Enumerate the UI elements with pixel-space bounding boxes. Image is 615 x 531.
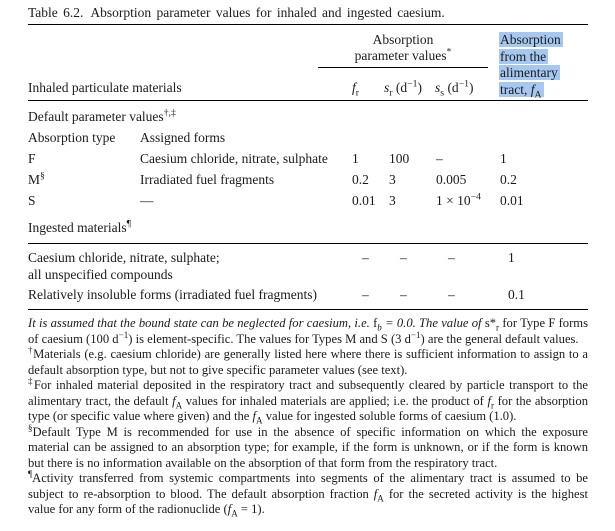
cell-fr: 1 bbox=[352, 151, 359, 166]
highlight-line: alimentary bbox=[500, 65, 558, 80]
cell-fa: 0.1 bbox=[508, 287, 525, 302]
cell-assigned-form: Caesium chloride, nitrate, sulphate bbox=[140, 151, 328, 166]
cell-fa: 0.2 bbox=[500, 172, 517, 187]
table-row bbox=[28, 169, 588, 190]
cell-fr: 0.2 bbox=[352, 172, 369, 187]
subheader-absorption-type: Absorption type bbox=[28, 130, 116, 145]
cell-fr: – bbox=[362, 287, 369, 302]
column-header-sr: $s_r$ $(d^{-1})$ bbox=[384, 78, 422, 99]
form-line1: Caesium chloride, nitrate, sulphate; bbox=[28, 250, 220, 265]
cell-sr: 100 bbox=[389, 151, 410, 166]
cell-fr: 0.01 bbox=[352, 193, 376, 208]
table-caption-text: Absorption parameter values for inhaled and ingested caesium. bbox=[90, 5, 445, 20]
cell-ss: $1 \times 10^{-4}$ bbox=[436, 191, 481, 208]
cell-sr: 3 bbox=[389, 193, 396, 208]
table-header bbox=[28, 25, 588, 100]
cell-ss: – bbox=[436, 151, 443, 166]
footnotes bbox=[28, 310, 588, 518]
cell-ss: 0.005 bbox=[436, 172, 467, 187]
cell-ss: – bbox=[448, 250, 455, 265]
cell-ss: – bbox=[448, 287, 455, 302]
inhaled-materials-label: Inhaled particulate materials bbox=[28, 80, 182, 95]
table-number: Table 6.2. bbox=[28, 5, 84, 20]
table-row bbox=[28, 190, 588, 211]
cell-ingested-form bbox=[28, 249, 348, 283]
cell-fa: 1 bbox=[508, 250, 515, 265]
table-caption bbox=[28, 5, 588, 24]
highlight-line: Absorption bbox=[500, 32, 561, 47]
cell-absorption-type: S bbox=[28, 193, 36, 208]
cell-ingested-form: Relatively insoluble forms (irradiated fuel fragments) bbox=[28, 287, 318, 302]
cell-fa: 1 bbox=[500, 151, 507, 166]
section-label-ingested-materials: Ingested materials¶ bbox=[28, 218, 131, 235]
cell-sr: – bbox=[400, 287, 407, 302]
table-row bbox=[28, 148, 588, 169]
footnote-section: §Default Type M is recommended for use in the absence of specific information on which the exposure material can be assigned to an absorption type; for example, if the form is unknown, or if the form is known but there is no information available on the absorption of that form from the respiratory tract. bbox=[28, 422, 588, 470]
section-label-default-parameters: Default parameter values†,‡ bbox=[28, 107, 176, 124]
cell-absorption-type: M§ bbox=[28, 170, 45, 187]
subheader-assigned-forms: Assigned forms bbox=[140, 130, 226, 145]
table-row bbox=[28, 283, 588, 304]
cell-sr: – bbox=[400, 250, 407, 265]
cell-absorption-type: F bbox=[28, 151, 36, 166]
cell-assigned-form: Irradiated fuel fragments bbox=[140, 172, 275, 187]
column-header-ss: $s_s$ $(d^{-1})$ bbox=[435, 78, 474, 99]
footnote-double-dagger: ‡For inhaled material deposited in the respiratory tract and subsequently cleared by particle transport to the alimentary tract, the default $f_A$ values for inhaled materials are applied; i.e. the product of $f_r$ for the absorption type (or specific value where given) and the $f_A$ value for ingested soluble forms of caesium (1.0). bbox=[28, 375, 589, 426]
highlighted-column-header bbox=[499, 32, 563, 101]
footnote-asterisk: It is assumed that the bound state can be neglected for caesium, i.e. $f_b = 0.0$. The value of $s*_r$ for Type F forms of caesium (100 $d^{-1}$) is element-specific. The values for Types M and S (3 $d^{-1}$) are the general default values. bbox=[28, 316, 588, 346]
absorption-group-header bbox=[318, 32, 488, 68]
cell-sr: 3 bbox=[389, 172, 396, 187]
section-gap bbox=[28, 211, 588, 219]
group-header-line1: Absorption bbox=[372, 32, 434, 47]
cell-assigned-form: — bbox=[140, 193, 154, 208]
cell-fr: – bbox=[362, 250, 369, 265]
table-subheader-row bbox=[28, 127, 588, 148]
form-line2: all unspecified compounds bbox=[28, 267, 173, 282]
group-header-line2: parameter values* bbox=[354, 46, 452, 63]
footnote-dagger: †Materials (e.g. caesium chloride) are generally listed here where there is sufficient information to assign to a default absorption type, but not to give specific parameter values (see text). bbox=[28, 344, 589, 377]
cell-fa: 0.01 bbox=[500, 193, 524, 208]
footnote-pilcrow: ¶Activity transferred from systemic compartments into segments of the alimentary tract is assumed to be subject to re-absorption to blood. The default absorption fraction $f_A$ for the secreted activity is the highest value for any form of the radionuclide $(f_A = 1)$. bbox=[28, 468, 588, 519]
column-header-fr: $f_r$ bbox=[352, 80, 360, 99]
highlight-line: from the bbox=[500, 48, 547, 64]
table-row bbox=[28, 244, 588, 283]
highlight-line: tract, $f_A$ bbox=[500, 81, 542, 101]
table-row bbox=[28, 101, 588, 127]
